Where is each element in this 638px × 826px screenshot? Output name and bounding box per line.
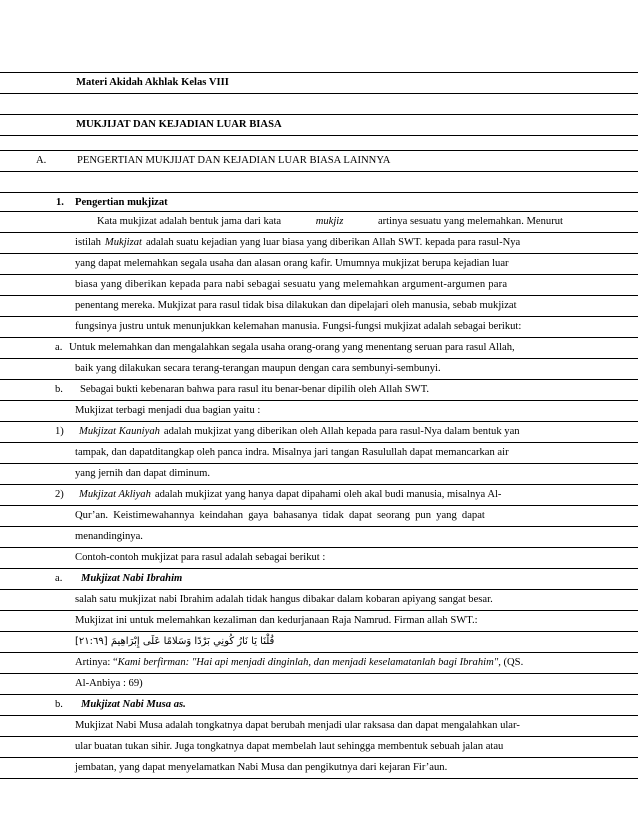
list-item — [0, 358, 638, 379]
doc-title: MUKJIJAT DAN KEJADIAN LUAR BIASA — [76, 119, 282, 130]
paragraph-line — [0, 610, 638, 631]
example-title: Mukjizat Nabi Ibrahim — [81, 573, 183, 584]
paragraph-line — [0, 253, 638, 274]
text-span: , (QS. — [498, 657, 524, 668]
doc-line — [0, 150, 638, 171]
doc-line — [0, 114, 638, 135]
list-item — [0, 505, 638, 526]
text-span: Untuk melemahkan dan mengalahkan segala usaha orang-orang yang menentang seruan para rasul Allah, — [69, 342, 515, 353]
text-span: istilah — [75, 237, 101, 248]
list-item — [0, 463, 638, 484]
paragraph-line — [0, 274, 638, 295]
paragraph-line — [0, 736, 638, 757]
text-span: Mukjizat terbagi menjadi dua bagian yaitu : — [75, 405, 261, 416]
text-span: Qur’an. Keistimewahannya keindahan gaya bahasanya tidak dapat seorang pun yang dapat — [75, 510, 485, 521]
list-marker: a. — [55, 342, 63, 353]
text-span: ular buatan tukan sihir. Juga tongkatnya dapat membelah laut sehingga membentuk sebuah jalan atau — [75, 741, 504, 752]
paragraph-line — [0, 652, 638, 673]
text-span: Sebagai bukti kebenaran bahwa para rasul itu benar-benar dipilih oleh Allah SWT. — [80, 384, 430, 395]
text-span: yang dapat melemahkan segala usaha dan alasan orang kafir. Umumnya mukjizat berupa kejadian luar — [75, 258, 509, 269]
text-span: biasa yang diberikan kepada para nabi sebagai sesuatu yang melemahkan argument-argumen para — [75, 279, 508, 290]
list-item — [0, 337, 638, 358]
paragraph-line — [0, 589, 638, 610]
text-span: adalah mukjizat yang diberikan oleh Allah kepada para rasul-Nya dalam bentuk yan — [163, 426, 520, 437]
text-span: artinya sesuatu yang melemahkan. Menurut — [377, 216, 563, 227]
verse-reference: Al-Anbiya : 69) — [75, 678, 143, 689]
paragraph-line — [0, 211, 638, 232]
list-item — [0, 526, 638, 547]
section-title: PENGERTIAN MUKJIJAT DAN KEJADIAN LUAR BIASA LAINNYA — [77, 155, 391, 166]
text-span: Contoh-contoh mukjizat para rasul adalah sebagai berikut : — [75, 552, 326, 563]
text-span: tampak, dan dapatditangkap oleh panca indra. Misalnya jari tangan Rasulullah dapat memancarkan air — [75, 447, 509, 458]
list-item — [0, 421, 638, 442]
subsection-title: Pengertian mukjizat — [75, 197, 168, 208]
doc-line — [0, 72, 638, 93]
list-marker: a. — [55, 573, 63, 584]
list-item — [0, 694, 638, 715]
paragraph-line — [0, 673, 638, 694]
list-item — [0, 568, 638, 589]
text-span: baik yang dilakukan secara terang-terangan maupun dengan cara sembunyi-sembunyi. — [75, 363, 441, 374]
arabic-verse: قُلْنَا يَا نَارُ كُونِي بَرْدًا وَسَلامًا عَلَى إِبْرَاهِيمَ [٢١:٦٩] — [75, 636, 275, 647]
paragraph-line — [0, 547, 638, 568]
list-marker: b. — [55, 384, 63, 395]
italic-term: mukjiz — [315, 216, 344, 227]
paragraph-line — [0, 316, 638, 337]
paragraph-line — [0, 757, 638, 779]
list-item — [0, 484, 638, 505]
paragraph-line — [0, 295, 638, 316]
italic-term: Mukjizat Akliyah — [79, 489, 151, 500]
doc-header: Materi Akidah Akhlak Kelas VIII — [76, 77, 229, 88]
list-marker: b. — [55, 699, 63, 710]
doc-line — [0, 192, 638, 213]
text-span: adalah suatu kejadian yang luar biasa yang diberikan Allah SWT. kepada para rasul-Nya — [145, 237, 521, 248]
doc-line — [0, 171, 638, 192]
example-title: Mukjizat Nabi Musa as. — [81, 699, 186, 710]
text-span: menandinginya. — [75, 531, 143, 542]
verse-translation: Kami berfirman: "Hai api menjadi dinginlah, dan menjadi keselamatanlah bagi Ibrahim" — [117, 657, 499, 668]
text-span: fungsinya justru untuk menunjukkan kelemahan manusia. Fungsi-fungsi mukjizat adalah sebagai berikut: — [75, 321, 522, 332]
list-marker: 1) — [55, 426, 64, 437]
text-span: adalah mukjizat yang hanya dapat dipahami oleh akal budi manusia, misalnya Al- — [154, 489, 502, 500]
paragraph-line — [0, 715, 638, 736]
italic-term: Mukjizat Kauniyah — [79, 426, 160, 437]
list-item — [0, 379, 638, 400]
paragraph-line — [0, 232, 638, 253]
section-marker: A. — [36, 155, 47, 166]
text-span: Mukjizat Nabi Musa adalah tongkatnya dapat berubah menjadi ular raksasa dan dapat mengalahkan ular- — [75, 720, 520, 731]
list-marker: 2) — [55, 489, 64, 500]
subsection-marker: 1. — [56, 197, 64, 208]
text-span: Mukjizat ini untuk melemahkan kezaliman dan kedurjanaan Raja Namrud. Firman allah SWT.: — [75, 615, 478, 626]
text-span: jembatan, yang dapat menyelamatkan Nabi Musa dan pengikutnya dari kejaran Fir’aun. — [75, 762, 448, 773]
text-span: salah satu mukjizat nabi Ibrahim adalah tidak hangus dibakar dalam kobaran apiyang sangat besar. — [75, 594, 493, 605]
text-span: Kata mukjizat adalah bentuk jama dari kata — [97, 216, 282, 227]
italic-term: Mukjizat — [104, 237, 142, 248]
text-span: Artinya: “ — [75, 657, 118, 668]
text-span: penentang mereka. Mukjizat para rasul tidak bisa dilakukan dan dipelajari oleh manusia, sebab mukjizat — [75, 300, 517, 311]
text-span: yang jernih dan dapat diminum. — [75, 468, 211, 479]
doc-line — [0, 93, 638, 114]
list-item — [0, 442, 638, 463]
paragraph-line — [0, 631, 638, 652]
paragraph-line — [0, 400, 638, 421]
